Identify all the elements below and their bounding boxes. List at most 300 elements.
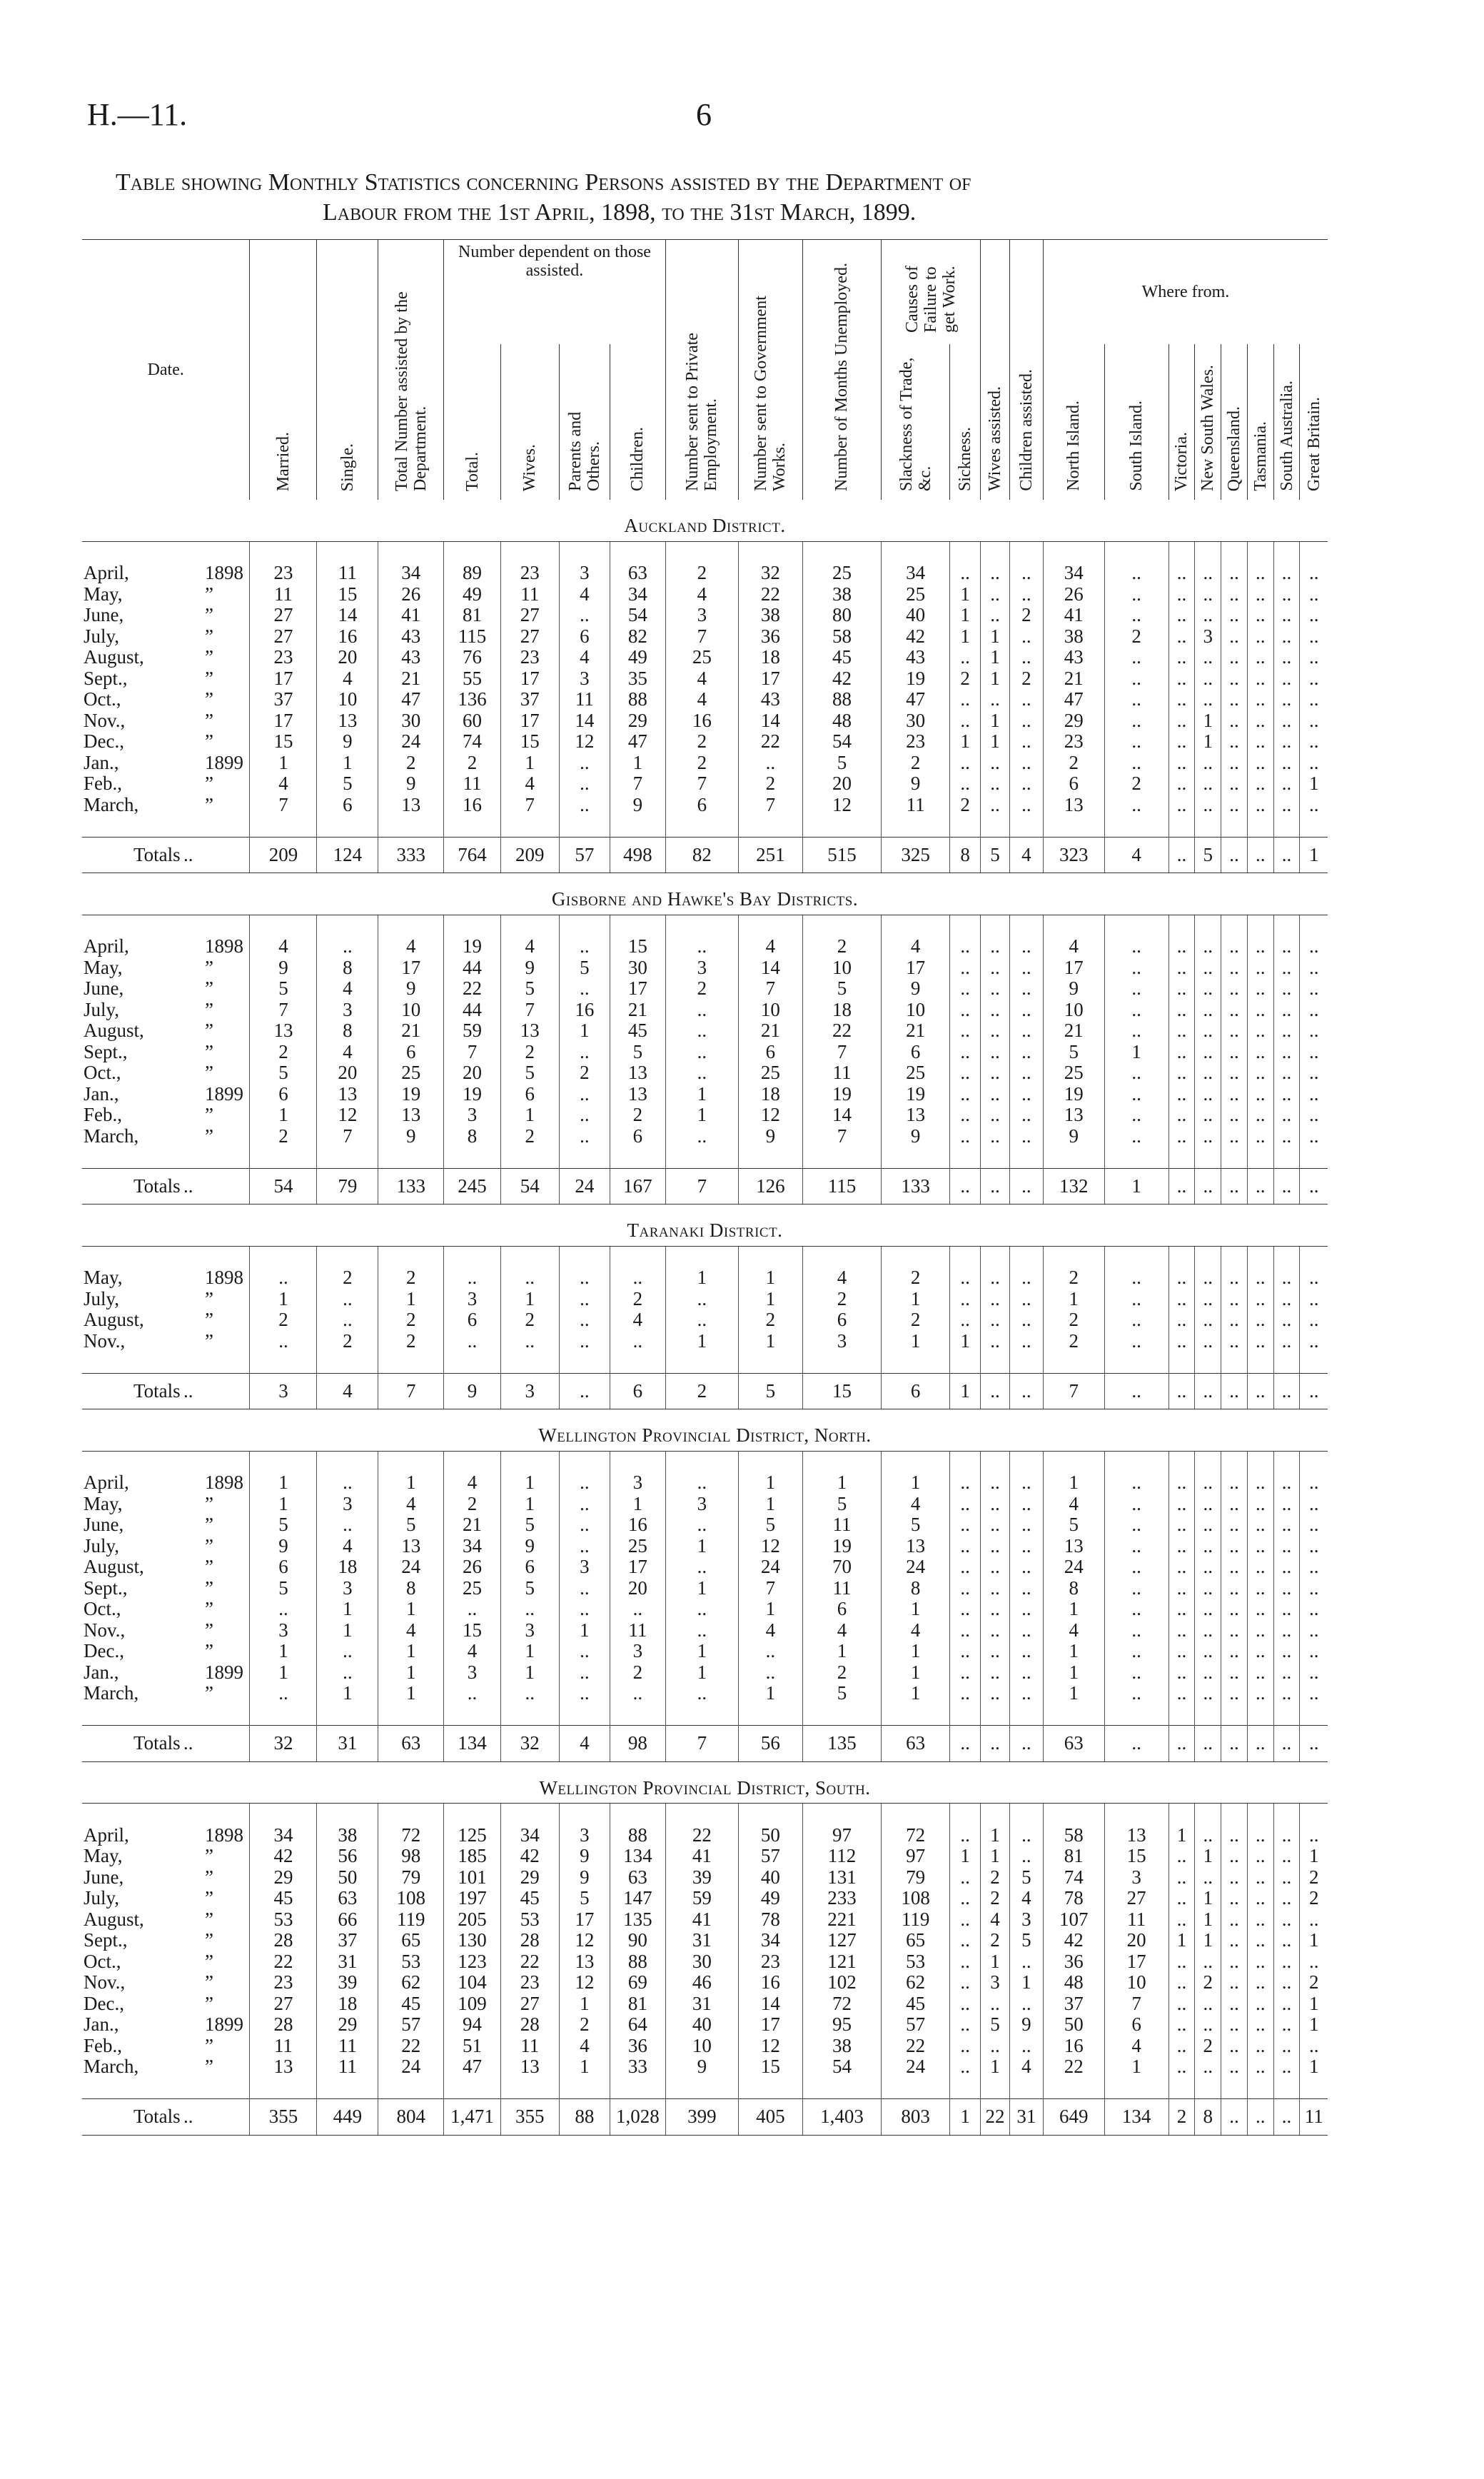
table-cell: .. xyxy=(1273,563,1300,584)
table-cell: .. xyxy=(981,1373,1010,1409)
spacer-cell xyxy=(559,1804,610,1825)
month-label: June, xyxy=(84,1514,124,1535)
table-cell: .. xyxy=(1195,773,1221,795)
table-cell: 63 xyxy=(882,1726,950,1762)
table-cell: .. xyxy=(1009,978,1043,1000)
date-cell xyxy=(82,1494,250,1515)
table-cell: 31 xyxy=(665,1930,738,1951)
table-cell: 27 xyxy=(500,605,559,626)
spacer-cell xyxy=(1009,541,1043,563)
table-cell: .. xyxy=(1247,1578,1273,1599)
table-cell: .. xyxy=(1247,1309,1273,1331)
spacer-cell xyxy=(500,2078,559,2099)
table-cell: 12 xyxy=(559,1930,610,1951)
table-row xyxy=(82,2014,1328,2036)
table-cell: .. xyxy=(981,978,1010,1000)
table-cell: .. xyxy=(500,1683,559,1704)
table-cell: .. xyxy=(1009,1662,1043,1684)
table-cell: 6 xyxy=(444,1309,501,1331)
spacer-cell xyxy=(950,915,981,936)
month-label: Sept., xyxy=(84,1041,128,1062)
table-cell: 19 xyxy=(802,1536,881,1557)
table-cell: 3 xyxy=(559,668,610,690)
table-cell: .. xyxy=(1247,1972,1273,1993)
month-label: March, xyxy=(84,1125,139,1147)
table-cell: 2 xyxy=(802,1662,881,1684)
spacer-cell xyxy=(82,2078,250,2099)
table-cell: 30 xyxy=(665,1951,738,1973)
table-cell: .. xyxy=(1104,1084,1168,1105)
table-cell: 9 xyxy=(500,957,559,979)
date-cell xyxy=(82,1578,250,1599)
table-cell: .. xyxy=(1273,1578,1300,1599)
table-cell: .. xyxy=(1009,1620,1043,1641)
table-cell: 45 xyxy=(500,1888,559,1909)
date-cell xyxy=(82,1309,250,1331)
table-cell: .. xyxy=(1247,1726,1273,1762)
table-cell: 23 xyxy=(882,731,950,753)
table-cell: 18 xyxy=(738,647,802,668)
table-cell: .. xyxy=(1247,1168,1273,1205)
spacer-cell xyxy=(981,541,1010,563)
table-cell: .. xyxy=(1273,1267,1300,1289)
table-cell: 2 xyxy=(610,1662,666,1684)
table-cell: 1 xyxy=(738,1289,802,1310)
table-cell: 56 xyxy=(317,1846,378,1867)
spacer-cell xyxy=(444,1451,501,1472)
table-cell: 50 xyxy=(317,1867,378,1889)
table-cell: 1 xyxy=(378,1662,444,1684)
table-cell: 135 xyxy=(610,1909,666,1931)
table-cell: 13 xyxy=(500,2056,559,2078)
table-cell: .. xyxy=(950,773,981,795)
date-cell xyxy=(82,1599,250,1620)
table-cell: 46 xyxy=(665,1972,738,1993)
table-cell: .. xyxy=(950,1557,981,1578)
table-cell: 11 xyxy=(882,795,950,816)
table-cell: 2 xyxy=(950,795,981,816)
table-cell: .. xyxy=(1247,647,1273,668)
table-cell: 9 xyxy=(378,773,444,795)
spacer-cell xyxy=(559,541,610,563)
table-row xyxy=(82,1042,1328,1063)
year-label: ” xyxy=(205,1993,213,2014)
table-cell: 6 xyxy=(802,1309,881,1331)
table-cell: .. xyxy=(1300,1084,1328,1105)
spacer-row xyxy=(82,1804,1328,1825)
table-cell: .. xyxy=(1195,563,1221,584)
column-north-island xyxy=(1043,344,1104,500)
table-cell: 5 xyxy=(981,837,1010,873)
table-cell: .. xyxy=(1195,1062,1221,1084)
table-cell: .. xyxy=(1300,1683,1328,1704)
table-cell: 2 xyxy=(444,1494,501,1515)
table-cell: 63 xyxy=(1043,1726,1104,1762)
table-cell: 4 xyxy=(665,584,738,605)
table-cell: .. xyxy=(1273,1662,1300,1684)
table-cell: 7 xyxy=(802,1042,881,1063)
table-cell: .. xyxy=(1247,2099,1273,2136)
table-cell: 47 xyxy=(610,731,666,753)
table-cell: .. xyxy=(1221,1536,1248,1557)
date-cell xyxy=(82,1620,250,1641)
spacer-cell xyxy=(1273,915,1300,936)
table-cell: .. xyxy=(1300,1536,1328,1557)
year-label: ” xyxy=(205,957,213,978)
table-row xyxy=(82,1309,1328,1331)
table-cell: .. xyxy=(1221,1888,1248,1909)
table-cell: .. xyxy=(1009,1472,1043,1494)
spacer-cell xyxy=(802,2078,881,2099)
table-cell: 44 xyxy=(444,1000,501,1021)
table-cell: 9 xyxy=(559,1867,610,1889)
spacer-cell xyxy=(1273,1246,1300,1267)
spacer-cell xyxy=(610,815,666,837)
year-label: ” xyxy=(205,1846,213,1866)
month-label: August, xyxy=(84,1909,144,1930)
table-cell: 1 xyxy=(950,2099,981,2136)
table-cell: .. xyxy=(1300,1267,1328,1289)
spacer-cell xyxy=(802,915,881,936)
table-cell: .. xyxy=(981,1084,1010,1105)
table-cell: 11 xyxy=(610,1620,666,1641)
table-cell: 7 xyxy=(665,1168,738,1205)
table-cell: 41 xyxy=(665,1909,738,1931)
table-cell: .. xyxy=(665,936,738,957)
table-cell: .. xyxy=(1221,1494,1248,1515)
table-cell: .. xyxy=(1009,563,1043,584)
table-cell: .. xyxy=(1247,1909,1273,1931)
spacer-cell xyxy=(378,1704,444,1726)
table-cell: .. xyxy=(950,710,981,732)
table-cell: 20 xyxy=(444,1062,501,1084)
year-label: ” xyxy=(205,2035,213,2056)
table-cell: 1 xyxy=(500,1105,559,1126)
spacer-cell xyxy=(1221,1704,1248,1726)
table-row xyxy=(82,936,1328,957)
table-cell: .. xyxy=(1300,626,1328,648)
spacer-cell xyxy=(1043,1147,1104,1168)
spacer-cell xyxy=(500,541,559,563)
spacer-cell xyxy=(250,541,317,563)
table-cell: .. xyxy=(950,689,981,710)
table-cell: .. xyxy=(1300,689,1328,710)
spacer-cell xyxy=(82,1704,250,1726)
table-cell: 50 xyxy=(738,1825,802,1846)
table-cell: .. xyxy=(1104,753,1168,774)
table-cell: .. xyxy=(317,1514,378,1536)
table-cell: 6 xyxy=(1043,773,1104,795)
table-cell: 22 xyxy=(882,2036,950,2057)
table-cell: .. xyxy=(1104,689,1168,710)
table-cell: .. xyxy=(1247,837,1273,873)
table-cell: .. xyxy=(950,1888,981,1909)
table-cell: 59 xyxy=(444,1020,501,1042)
table-cell: 4 xyxy=(444,1641,501,1662)
spacer-cell xyxy=(1247,1451,1273,1472)
spacer-cell xyxy=(500,1147,559,1168)
spacer-cell xyxy=(950,1352,981,1373)
table-cell: 5 xyxy=(378,1514,444,1536)
table-cell: 6 xyxy=(738,1042,802,1063)
table-cell: 4 xyxy=(1043,936,1104,957)
table-row xyxy=(82,1472,1328,1494)
table-cell: 63 xyxy=(378,1726,444,1762)
spacer-cell xyxy=(882,1804,950,1825)
table-cell: .. xyxy=(950,1084,981,1105)
table-cell: 38 xyxy=(802,2036,881,2057)
spacer-cell xyxy=(559,1352,610,1373)
year-label: 1899 xyxy=(205,1083,243,1105)
table-cell: 1 xyxy=(738,1267,802,1289)
table-cell: 7 xyxy=(665,1726,738,1762)
spacer-cell xyxy=(665,1246,738,1267)
column-south-island xyxy=(1104,344,1168,500)
table-cell: .. xyxy=(1273,957,1300,979)
table-cell: 1 xyxy=(1043,1683,1104,1704)
table-cell: .. xyxy=(981,1514,1010,1536)
table-cell: 1 xyxy=(665,1536,738,1557)
table-cell: .. xyxy=(1168,1578,1195,1599)
table-row xyxy=(82,1557,1328,1578)
spacer-cell xyxy=(882,915,950,936)
table-cell: .. xyxy=(1104,1726,1168,1762)
table-cell: .. xyxy=(1273,2056,1300,2078)
document-id: H.—11. xyxy=(87,97,188,132)
month-label: Nov., xyxy=(84,1330,126,1352)
date-cell xyxy=(82,1373,250,1409)
table-cell: 2 xyxy=(500,1042,559,1063)
spacer-cell xyxy=(250,1352,317,1373)
spacer-cell xyxy=(1195,2078,1221,2099)
table-cell: 9 xyxy=(882,773,950,795)
table-cell: 42 xyxy=(500,1846,559,1867)
table-row xyxy=(82,1020,1328,1042)
date-cell xyxy=(82,978,250,1000)
table-cell: 6 xyxy=(610,1373,666,1409)
table-cell: .. xyxy=(665,1683,738,1704)
table-cell: 11 xyxy=(1104,1909,1168,1931)
table-cell: .. xyxy=(1104,731,1168,753)
table-cell: 5 xyxy=(1043,1042,1104,1063)
spacer-cell xyxy=(1273,2078,1300,2099)
year-label: ” xyxy=(205,1909,213,1930)
table-cell: 39 xyxy=(317,1972,378,1993)
column-sickness-label: Sickness. xyxy=(956,427,975,491)
table-cell: 167 xyxy=(610,1168,666,1205)
table-cell: 3 xyxy=(665,1494,738,1515)
spacer-cell xyxy=(1168,1147,1195,1168)
table-cell: .. xyxy=(1104,1662,1168,1684)
table-cell: 36 xyxy=(1043,1951,1104,1973)
date-cell xyxy=(82,1662,250,1684)
table-cell: 13 xyxy=(882,1105,950,1126)
table-cell: .. xyxy=(950,1267,981,1289)
table-cell: 89 xyxy=(444,563,501,584)
table-row xyxy=(82,668,1328,690)
month-label: August, xyxy=(84,1309,144,1330)
table-cell: .. xyxy=(444,1331,501,1352)
table-cell: .. xyxy=(1168,1888,1195,1909)
date-cell xyxy=(82,731,250,753)
spacer-cell xyxy=(444,1704,501,1726)
table-cell: 1 xyxy=(1300,2014,1328,2036)
table-cell: .. xyxy=(1221,1683,1248,1704)
spacer-cell xyxy=(1104,1352,1168,1373)
table-cell: .. xyxy=(981,1020,1010,1042)
date-cell xyxy=(82,773,250,795)
table-cell: .. xyxy=(1168,1909,1195,1931)
table-cell: 56 xyxy=(738,1726,802,1762)
table-cell: 45 xyxy=(802,647,881,668)
table-cell: 53 xyxy=(378,1951,444,1973)
table-cell: 14 xyxy=(802,1105,881,1126)
date-cell xyxy=(82,2014,250,2036)
spacer-cell xyxy=(950,1451,981,1472)
table-cell: .. xyxy=(1195,1951,1221,1973)
table-cell: 60 xyxy=(444,710,501,732)
table-cell: 6 xyxy=(802,1599,881,1620)
table-cell: 13 xyxy=(378,795,444,816)
spacer-cell xyxy=(559,2078,610,2099)
month-label: July, xyxy=(84,1288,120,1309)
table-cell: 3 xyxy=(559,1825,610,1846)
table-cell: 2 xyxy=(1300,1972,1328,1993)
table-cell: .. xyxy=(1247,2056,1273,2078)
table-cell: 21 xyxy=(738,1020,802,1042)
table-cell: 11 xyxy=(500,584,559,605)
month-label: April, xyxy=(84,936,129,957)
date-cell xyxy=(82,1536,250,1557)
table-cell: 20 xyxy=(317,1062,378,1084)
table-cell: .. xyxy=(1221,1289,1248,1310)
table-cell: 1 xyxy=(610,753,666,774)
table-cell: 11 xyxy=(802,1514,881,1536)
table-cell: 1 xyxy=(500,1472,559,1494)
table-cell: 121 xyxy=(802,1951,881,1973)
table-cell: 16 xyxy=(665,710,738,732)
table-cell: .. xyxy=(1247,1662,1273,1684)
table-cell: 10 xyxy=(1104,1972,1168,1993)
spacer-cell xyxy=(1273,1451,1300,1472)
totals-row xyxy=(82,1168,1328,1205)
table-cell: .. xyxy=(1221,1472,1248,1494)
table-cell: 2 xyxy=(981,1888,1010,1909)
column-single-label: Single. xyxy=(338,443,357,491)
table-cell: 5 xyxy=(250,1062,317,1084)
column-great-britain-label: Great Britain. xyxy=(1304,397,1323,491)
table-cell: .. xyxy=(665,1020,738,1042)
spacer-cell xyxy=(378,1147,444,1168)
table-cell: .. xyxy=(1009,773,1043,795)
table-cell: .. xyxy=(950,1641,981,1662)
date-cell xyxy=(82,1289,250,1310)
year-label: ” xyxy=(205,1866,213,1888)
table-cell: .. xyxy=(559,1536,610,1557)
spacer-cell xyxy=(981,1451,1010,1472)
table-cell: 4 xyxy=(500,773,559,795)
table-cell: .. xyxy=(559,795,610,816)
spacer-cell xyxy=(1168,2078,1195,2099)
table-cell: .. xyxy=(981,1726,1010,1762)
table-cell: 69 xyxy=(610,1972,666,1993)
table-cell: 9 xyxy=(1009,2014,1043,2036)
table-cell: 54 xyxy=(610,605,666,626)
table-cell: 5 xyxy=(250,1514,317,1536)
table-cell: 7 xyxy=(250,795,317,816)
table-cell: .. xyxy=(1009,647,1043,668)
spacer-cell xyxy=(500,1352,559,1373)
table-cell: 12 xyxy=(738,2036,802,2057)
table-cell: 4 xyxy=(317,1536,378,1557)
table-cell: .. xyxy=(1195,753,1221,774)
spacer-cell xyxy=(1043,2078,1104,2099)
table-cell: .. xyxy=(1247,1126,1273,1147)
table-cell: .. xyxy=(1273,1972,1300,1993)
table-cell: 134 xyxy=(1104,2099,1168,2136)
spacer-cell xyxy=(665,1704,738,1726)
table-row xyxy=(82,605,1328,626)
table-cell: .. xyxy=(1009,1126,1043,1147)
month-label: Feb., xyxy=(84,773,122,794)
table-cell: 28 xyxy=(500,1930,559,1951)
table-cell: 134 xyxy=(610,1846,666,1867)
spacer-cell xyxy=(1009,1147,1043,1168)
table-cell: .. xyxy=(1009,1993,1043,2015)
table-cell: 11 xyxy=(1300,2099,1328,2136)
table-cell: 2 xyxy=(981,1930,1010,1951)
table-cell: 101 xyxy=(444,1867,501,1889)
table-cell: .. xyxy=(1221,773,1248,795)
table-cell: 41 xyxy=(665,1846,738,1867)
table-cell: 1 xyxy=(1104,1042,1168,1063)
table-cell: .. xyxy=(1168,1683,1195,1704)
table-cell: 17 xyxy=(882,957,950,979)
spacer-cell xyxy=(665,915,738,936)
table-cell: .. xyxy=(559,1683,610,1704)
table-cell: .. xyxy=(1247,1683,1273,1704)
table-cell: .. xyxy=(1273,1373,1300,1409)
year-label: ” xyxy=(205,1020,213,1041)
table-cell: .. xyxy=(1009,1683,1043,1704)
table-cell: .. xyxy=(950,563,981,584)
table-cell: .. xyxy=(1195,1126,1221,1147)
table-cell: .. xyxy=(500,1331,559,1352)
table-cell: 50 xyxy=(1043,2014,1104,2036)
table-cell: 6 xyxy=(378,1042,444,1063)
table-cell: .. xyxy=(1247,753,1273,774)
table-cell: .. xyxy=(1273,1825,1300,1846)
table-cell: .. xyxy=(950,1126,981,1147)
table-cell: .. xyxy=(250,1331,317,1352)
spacer-cell xyxy=(1300,1246,1328,1267)
year-label: ” xyxy=(205,1062,213,1083)
table-cell: 9 xyxy=(559,1846,610,1867)
column-group-causes-label: Causes of Failure to get Work. xyxy=(903,266,959,333)
spacer-cell xyxy=(610,1352,666,1373)
table-cell: 1 xyxy=(738,1494,802,1515)
table-cell: 2 xyxy=(665,753,738,774)
table-cell: 72 xyxy=(882,1825,950,1846)
table-cell: 78 xyxy=(738,1909,802,1931)
column-total-assisted xyxy=(378,240,444,501)
spacer-cell xyxy=(882,1352,950,1373)
table-cell: 88 xyxy=(559,2099,610,2136)
spacer-cell xyxy=(1247,2078,1273,2099)
table-row xyxy=(82,1084,1328,1105)
table-row xyxy=(82,626,1328,648)
table-cell: 57 xyxy=(738,1846,802,1867)
